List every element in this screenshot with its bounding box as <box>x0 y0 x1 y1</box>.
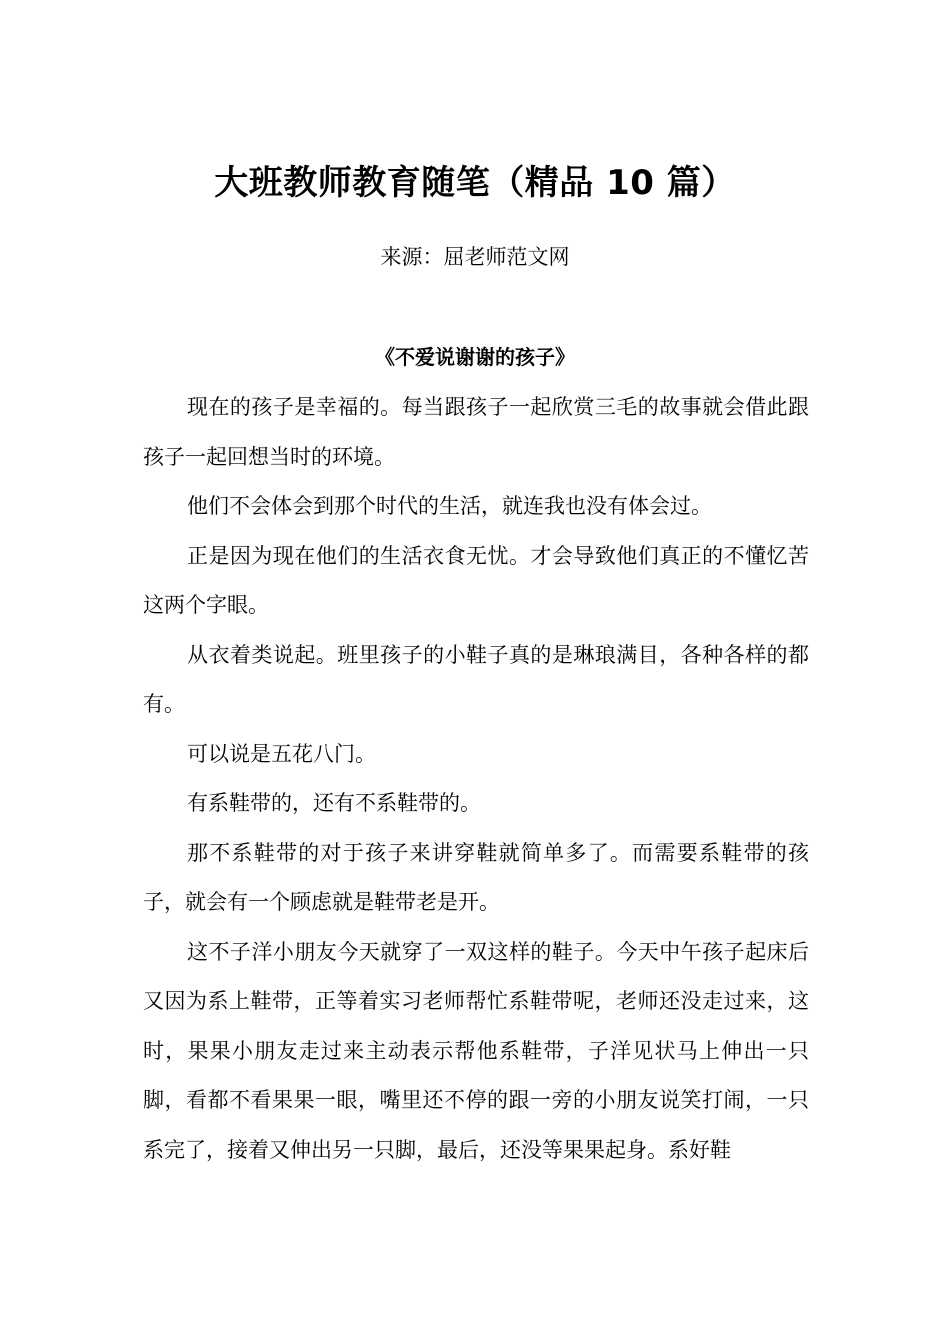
paragraph: 有系鞋带的，还有不系鞋带的。 <box>187 791 481 815</box>
paragraph: 这不子洋小朋友今天就穿了一双这样的鞋子。今天中午孩子起床后又因为系上鞋带，正等着实习老师帮忙系鞋带呢，老师还没走过来，这时，果果小朋友走过来主动表示帮他系鞋带，子洋见状马上伸出一只脚，看都不看果果一眼，嘴里还不停的跟一旁的小朋友说笑打闹，一只系完了，接着又伸出另一只脚，最后，还没等果果起身。系好鞋 <box>143 939 809 1162</box>
paragraph: 正是因为现在他们的生活衣食无忧。才会导致他们真正的不懂忆苦这两个字眼。 <box>143 543 809 617</box>
paragraph: 从衣着类说起。班里孩子的小鞋子真的是琳琅满目，各种各样的都有。 <box>143 642 809 716</box>
section-title: 《不爱说谢谢的孩子》 <box>375 345 575 369</box>
paragraph: 可以说是五花八门。 <box>187 741 376 766</box>
article-body <box>143 383 809 1175</box>
document-source: 来源：屈老师范文网 <box>380 245 570 269</box>
document-title: 大班教师教育随笔（精品 10 篇） <box>214 163 736 203</box>
paragraph: 那不系鞋带的对于孩子来讲穿鞋就简单多了。而需要系鞋带的孩子，就会有一个顾虑就是鞋带老是开。 <box>143 840 809 914</box>
paragraph: 他们不会体会到那个时代的生活，就连我也没有体会过。 <box>187 494 712 518</box>
paragraph: 现在的孩子是幸福的。每当跟孩子一起欣赏三毛的故事就会借此跟孩子一起回想当时的环境。 <box>143 395 809 469</box>
